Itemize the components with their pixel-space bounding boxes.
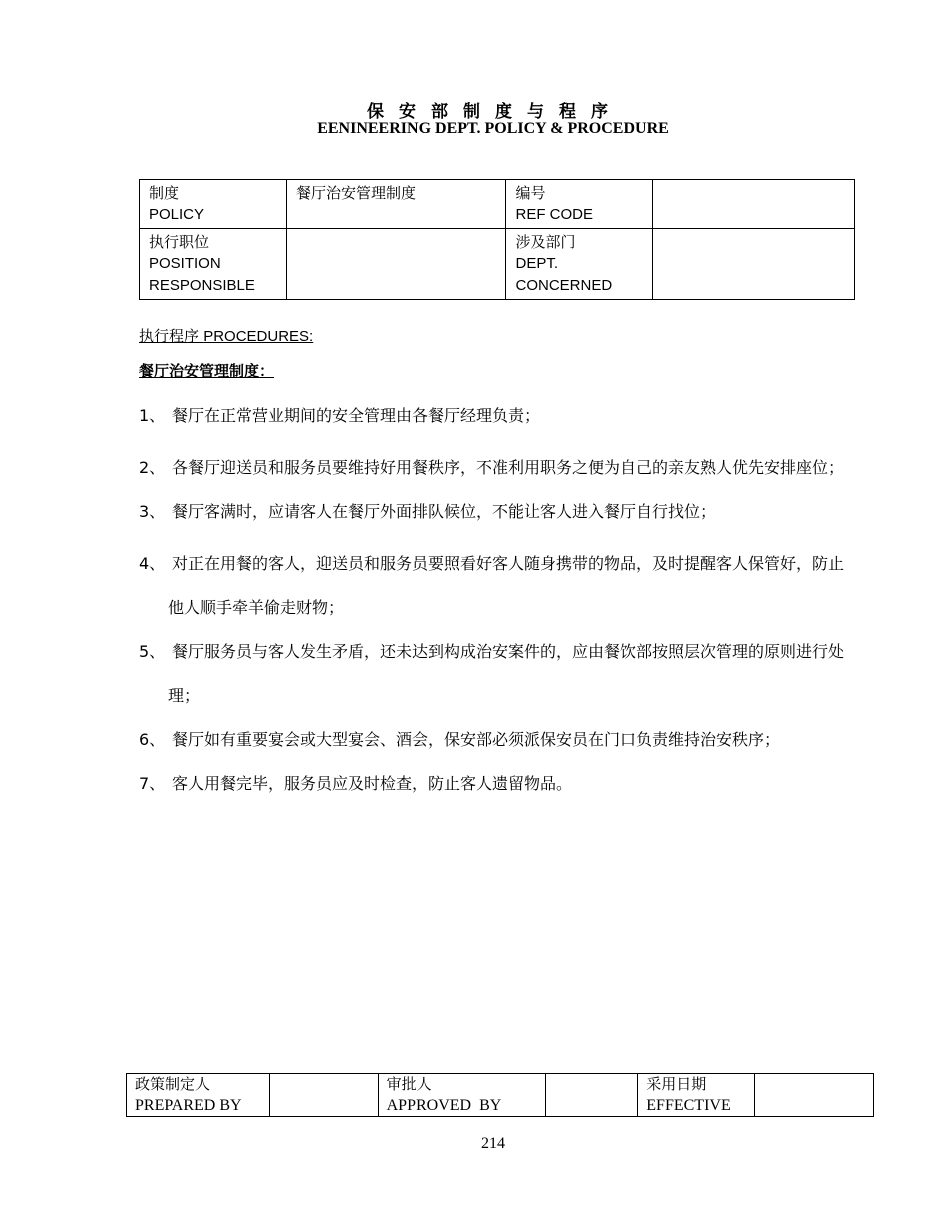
procedure-list xyxy=(139,394,855,806)
item-text: 客人用餐完毕，服务员应及时检查，防止客人遗留物品。 xyxy=(172,774,573,793)
page-number: 214 xyxy=(481,1135,505,1152)
policy-value: 餐厅治安管理制度 xyxy=(295,184,416,202)
list-item xyxy=(139,490,855,534)
effective-label-en: EFFECTIVE xyxy=(646,1097,731,1114)
item-number: 7、 xyxy=(139,774,166,793)
policy-label-en: POLICY xyxy=(149,206,205,223)
item-number: 6、 xyxy=(139,730,166,749)
item-number: 2、 xyxy=(139,458,166,477)
approval-table xyxy=(126,1073,874,1117)
approved-by-value-cell xyxy=(545,1074,638,1117)
approved-by-label-en: APPROVED BY xyxy=(386,1097,502,1114)
list-item xyxy=(139,394,855,438)
dept-label-en-2: CONCERNED xyxy=(515,277,613,294)
list-item xyxy=(139,762,855,806)
ref-code-value-cell xyxy=(653,180,855,229)
dept-value-cell xyxy=(653,229,855,300)
list-item xyxy=(139,446,855,490)
effective-label-cn: 采用日期 xyxy=(646,1075,707,1093)
item-number: 3、 xyxy=(139,502,166,521)
list-item xyxy=(139,542,855,630)
item-number: 1、 xyxy=(139,406,166,425)
item-text: 餐厅客满时，应请客人在餐厅外面排队候位，不能让客人进入餐厅自行找位； xyxy=(172,502,717,521)
list-item xyxy=(139,718,855,762)
position-label-cn: 执行职位 xyxy=(149,233,210,251)
dept-label-en-1: DEPT. xyxy=(515,255,558,272)
item-number: 5、 xyxy=(139,642,166,661)
item-number: 4、 xyxy=(139,554,166,573)
item-text: 餐厅如有重要宴会或大型宴会、酒会，保安部必须派保安员在门口负责维持治安秩序； xyxy=(172,730,781,749)
position-label-en-1: POSITION xyxy=(149,255,221,272)
policy-info-table xyxy=(139,179,855,300)
item-text: 餐厅在正常营业期间的安全管理由各餐厅经理负责； xyxy=(172,406,541,425)
list-item xyxy=(139,630,855,718)
effective-label-cell xyxy=(638,1074,755,1117)
dept-label-cn: 涉及部门 xyxy=(515,233,576,251)
prepared-by-label-cell xyxy=(127,1074,270,1117)
item-text: 各餐厅迎送员和服务员要维持好用餐秩序，不准利用职务之便为自己的亲友熟人优先安排座位； xyxy=(172,458,845,477)
position-label-en-2: RESPONSIBLE xyxy=(149,277,255,294)
policy-value-cell xyxy=(286,180,506,229)
ref-code-label-cell xyxy=(506,180,653,229)
info-row-policy xyxy=(140,180,855,229)
info-row-position xyxy=(140,229,855,300)
dept-label-cell xyxy=(506,229,653,300)
policy-label-cell xyxy=(140,180,287,229)
approved-by-label-cn: 审批人 xyxy=(386,1075,432,1093)
prepared-by-label-en: PREPARED BY xyxy=(135,1097,242,1114)
item-text: 对正在用餐的客人，迎送员和服务员要照看好客人随身携带的物品，及时提醒客人保管好，防止他人顺手牵羊偷走财物； xyxy=(168,554,845,617)
procedures-heading xyxy=(139,325,313,346)
position-value-cell xyxy=(286,229,506,300)
position-label-cell xyxy=(140,229,287,300)
effective-value-cell xyxy=(755,1074,874,1117)
approval-row xyxy=(127,1074,874,1117)
title-chinese: 保安部制度与程序 xyxy=(367,102,623,122)
approved-by-label-cell xyxy=(378,1074,545,1117)
prepared-by-value-cell xyxy=(269,1074,378,1117)
policy-label-cn: 制度 xyxy=(149,184,180,202)
ref-code-label-cn: 编号 xyxy=(515,184,546,202)
procedures-heading-en: PROCEDURES: xyxy=(203,328,314,345)
title-english: EENINEERING DEPT. POLICY & PROCEDURE xyxy=(317,120,669,137)
item-text: 餐厅服务员与客人发生矛盾，还未达到构成治安案件的，应由餐饮部按照层次管理的原则进行处理； xyxy=(168,642,845,705)
procedures-heading-cn: 执行程序 xyxy=(139,327,200,345)
prepared-by-label-cn: 政策制定人 xyxy=(135,1075,211,1093)
policy-subheading: 餐厅治安管理制度： xyxy=(139,362,275,380)
ref-code-label-en: REF CODE xyxy=(515,206,593,223)
